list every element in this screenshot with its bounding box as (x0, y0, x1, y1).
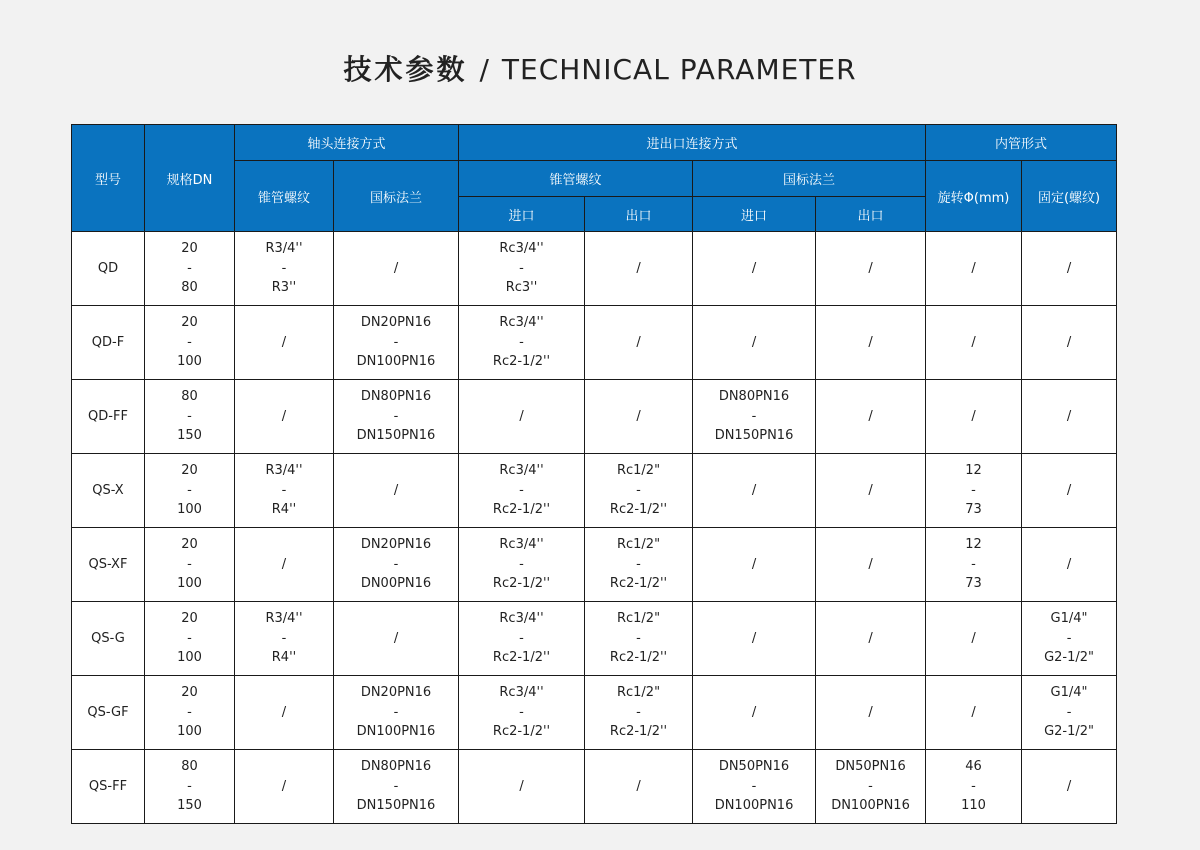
model-cell: QS-GF (72, 676, 145, 750)
cell-line: / (868, 408, 873, 424)
cell-line: R3/4'' (265, 463, 303, 479)
cell-line: DN150PN16 (356, 798, 436, 814)
cell-line: / (1066, 556, 1072, 572)
shaft-thread-cell (235, 750, 334, 824)
cell-line: / (1066, 408, 1072, 424)
flange-out-cell (816, 602, 926, 676)
cell-line: Rc3/4'' (499, 537, 544, 553)
header-inout-flange: 国标法兰 (693, 161, 926, 197)
flange-in-cell (693, 380, 816, 454)
cell-line: 80 (181, 389, 198, 405)
cell-line: 20 (181, 463, 198, 479)
cell-line: - (519, 482, 524, 498)
cell-line: - (393, 778, 399, 794)
cell-line: - (519, 260, 524, 276)
header-shaft-connection: 轴头连接方式 (235, 125, 459, 161)
cell-line: / (281, 704, 287, 720)
model-cell: QS-X (72, 454, 145, 528)
cell-line: - (971, 556, 976, 572)
cell-line: DN100PN16 (356, 724, 436, 740)
cell-line: - (393, 704, 399, 720)
flange-in-cell (693, 306, 816, 380)
cell-line: Rc3/4'' (499, 463, 544, 479)
spec-cell (145, 380, 235, 454)
header-shaft-flange: 国标法兰 (334, 161, 459, 232)
cell-line: / (868, 630, 873, 646)
model-cell: QS-FF (72, 750, 145, 824)
thread-out-cell (585, 602, 693, 676)
cell-line: DN100PN16 (714, 798, 794, 814)
cell-line: / (636, 334, 641, 350)
cell-line: / (281, 778, 287, 794)
table-row (72, 750, 1117, 824)
cell-line: DN50PN16 (835, 759, 906, 775)
rotate-cell (926, 750, 1022, 824)
rotate-cell (926, 528, 1022, 602)
cell-line: - (187, 482, 192, 498)
spec-cell (145, 676, 235, 750)
table-row (72, 602, 1117, 676)
cell-line: R4'' (271, 502, 297, 518)
thread-in-cell (459, 602, 585, 676)
shaft-thread-cell (235, 380, 334, 454)
shaft-flange-cell (334, 602, 459, 676)
thread-in-cell (459, 306, 585, 380)
shaft-flange-cell (334, 528, 459, 602)
cell-line: - (187, 334, 192, 350)
cell-line: DN80PN16 (718, 389, 790, 405)
table-row (72, 232, 1117, 306)
cell-line: / (971, 334, 976, 350)
header-thread-out: 出口 (585, 197, 693, 232)
thread-out-cell (585, 232, 693, 306)
thread-out-cell (585, 750, 693, 824)
thread-in-cell (459, 454, 585, 528)
header-inner-pipe: 内管形式 (926, 125, 1117, 161)
fixed-cell (1022, 528, 1117, 602)
cell-line: Rc1/2" (616, 611, 661, 627)
cell-line: / (636, 260, 641, 276)
cell-line: / (519, 778, 524, 794)
cell-line: - (281, 482, 287, 498)
spec-cell (145, 602, 235, 676)
cell-line: Rc1/2" (616, 463, 661, 479)
cell-line: - (393, 556, 399, 572)
cell-line: / (751, 260, 757, 276)
rotate-cell (926, 602, 1022, 676)
header-pipe-rotate: 旋转Φ(mm) (926, 161, 1022, 232)
cell-line: DN20PN16 (360, 685, 432, 701)
shaft-flange-cell (334, 454, 459, 528)
cell-line: Rc2-1/2'' (609, 576, 668, 592)
fixed-cell (1022, 306, 1117, 380)
cell-line: / (971, 630, 976, 646)
cell-line: 20 (181, 685, 198, 701)
cell-line: - (751, 778, 757, 794)
flange-out-cell (816, 528, 926, 602)
thread-in-cell (459, 380, 585, 454)
cell-line: - (971, 778, 976, 794)
thread-out-cell (585, 676, 693, 750)
cell-line: 73 (965, 502, 982, 518)
cell-line: 100 (177, 576, 202, 592)
cell-line: / (1066, 334, 1072, 350)
cell-line: Rc3/4'' (499, 611, 544, 627)
flange-out-cell (816, 676, 926, 750)
cell-line: - (868, 778, 873, 794)
cell-line: DN20PN16 (360, 537, 432, 553)
fixed-cell (1022, 232, 1117, 306)
cell-line: - (1066, 704, 1072, 720)
cell-line: / (868, 556, 873, 572)
header-thread-in: 进口 (459, 197, 585, 232)
cell-line: Rc2-1/2'' (492, 724, 551, 740)
header-flange-in: 进口 (693, 197, 816, 232)
flange-out-cell (816, 750, 926, 824)
cell-line: Rc1/2" (616, 685, 661, 701)
cell-line: DN00PN16 (360, 576, 432, 592)
cell-line: DN80PN16 (360, 389, 432, 405)
cell-line: 12 (965, 537, 982, 553)
flange-out-cell (816, 232, 926, 306)
spec-cell (145, 232, 235, 306)
cell-line: - (636, 630, 641, 646)
cell-line: Rc1/2" (616, 537, 661, 553)
fixed-cell (1022, 380, 1117, 454)
shaft-flange-cell (334, 676, 459, 750)
cell-line: 80 (181, 759, 198, 775)
table-row (72, 454, 1117, 528)
shaft-flange-cell (334, 750, 459, 824)
cell-line: - (187, 556, 192, 572)
cell-line: Rc3/4'' (499, 685, 544, 701)
flange-out-cell (816, 380, 926, 454)
cell-line: - (519, 704, 524, 720)
header-inout-connection: 进出口连接方式 (459, 125, 926, 161)
model-cell: QS-XF (72, 528, 145, 602)
cell-line: - (971, 482, 976, 498)
rotate-cell (926, 232, 1022, 306)
table-row (72, 380, 1117, 454)
title-separator: / (479, 53, 490, 86)
cell-line: 100 (177, 502, 202, 518)
cell-line: / (751, 556, 757, 572)
cell-line: / (971, 260, 976, 276)
cell-line: 100 (177, 650, 202, 666)
shaft-thread-cell (235, 676, 334, 750)
cell-line: - (393, 408, 399, 424)
spec-cell (145, 306, 235, 380)
rotate-cell (926, 306, 1022, 380)
cell-line: R4'' (271, 650, 297, 666)
cell-line: G1/4" (1050, 685, 1088, 701)
cell-line: DN100PN16 (356, 354, 436, 370)
cell-line: - (187, 260, 192, 276)
cell-line: / (393, 482, 399, 498)
cell-line: / (393, 260, 399, 276)
model-cell: QS-G (72, 602, 145, 676)
cell-line: G2-1/2" (1044, 650, 1094, 666)
cell-line: - (187, 704, 192, 720)
cell-line: DN80PN16 (360, 759, 432, 775)
cell-line: - (751, 408, 757, 424)
spec-cell (145, 454, 235, 528)
cell-line: Rc2-1/2'' (492, 354, 551, 370)
title-en: TECHNICAL PARAMETER (501, 53, 857, 86)
header-flange-out: 出口 (816, 197, 926, 232)
cell-line: Rc2-1/2'' (492, 650, 551, 666)
cell-line: / (751, 482, 757, 498)
flange-in-cell (693, 750, 816, 824)
thread-out-cell (585, 528, 693, 602)
cell-line: 100 (177, 354, 202, 370)
shaft-thread-cell (235, 528, 334, 602)
cell-line: / (868, 260, 873, 276)
header-shaft-thread: 锥管螺纹 (235, 161, 334, 232)
thread-in-cell (459, 528, 585, 602)
cell-line: 20 (181, 537, 198, 553)
title-cn: 技术参数 (343, 53, 468, 86)
model-cell: QD-F (72, 306, 145, 380)
spec-cell (145, 750, 235, 824)
thread-out-cell (585, 306, 693, 380)
spec-cell (145, 528, 235, 602)
cell-line: G1/4" (1050, 611, 1088, 627)
fixed-cell (1022, 676, 1117, 750)
cell-line: - (636, 556, 641, 572)
cell-line: - (187, 408, 192, 424)
cell-line: / (971, 408, 976, 424)
cell-line: - (281, 630, 287, 646)
cell-line: Rc2-1/2'' (492, 576, 551, 592)
cell-line: - (187, 778, 192, 794)
cell-line: Rc2-1/2'' (609, 724, 668, 740)
cell-line: 20 (181, 241, 198, 257)
cell-line: / (1066, 482, 1072, 498)
page-title (0, 48, 1200, 92)
thread-in-cell (459, 232, 585, 306)
rotate-cell (926, 454, 1022, 528)
cell-line: - (187, 630, 192, 646)
thread-out-cell (585, 380, 693, 454)
cell-line: / (971, 704, 976, 720)
cell-line: 80 (181, 280, 198, 296)
cell-line: 73 (965, 576, 982, 592)
cell-line: 46 (965, 759, 982, 775)
cell-line: / (519, 408, 524, 424)
cell-line: G2-1/2" (1044, 724, 1094, 740)
model-cell: QD-FF (72, 380, 145, 454)
cell-line: / (751, 704, 757, 720)
cell-line: / (1066, 778, 1072, 794)
fixed-cell (1022, 454, 1117, 528)
cell-line: - (1066, 630, 1072, 646)
header-model: 型号 (72, 125, 145, 232)
flange-in-cell (693, 602, 816, 676)
cell-line: Rc3/4'' (499, 241, 544, 257)
cell-line: 12 (965, 463, 982, 479)
cell-line: Rc2-1/2'' (492, 502, 551, 518)
header-pipe-fixed: 固定(螺纹) (1022, 161, 1117, 232)
flange-in-cell (693, 676, 816, 750)
cell-line: Rc3'' (505, 280, 538, 296)
table-body (72, 232, 1117, 824)
header-inout-thread: 锥管螺纹 (459, 161, 693, 197)
cell-line: - (519, 556, 524, 572)
cell-line: DN150PN16 (714, 428, 794, 444)
cell-line: - (393, 334, 399, 350)
cell-line: / (868, 334, 873, 350)
cell-line: 150 (177, 428, 202, 444)
shaft-thread-cell (235, 602, 334, 676)
shaft-flange-cell (334, 306, 459, 380)
cell-line: R3'' (271, 280, 297, 296)
cell-line: 20 (181, 611, 198, 627)
rotate-cell (926, 676, 1022, 750)
model-cell: QD (72, 232, 145, 306)
shaft-thread-cell (235, 306, 334, 380)
cell-line: Rc2-1/2'' (609, 502, 668, 518)
cell-line: Rc3/4'' (499, 315, 544, 331)
cell-line: R3/4'' (265, 611, 303, 627)
rotate-cell (926, 380, 1022, 454)
cell-line: - (281, 260, 287, 276)
cell-line: - (519, 334, 524, 350)
cell-line: DN100PN16 (831, 798, 910, 814)
cell-line: / (868, 704, 873, 720)
cell-line: Rc2-1/2'' (609, 650, 668, 666)
thread-out-cell (585, 454, 693, 528)
shaft-flange-cell (334, 380, 459, 454)
thread-in-cell (459, 750, 585, 824)
table-row (72, 676, 1117, 750)
table-row (72, 528, 1117, 602)
header-spec: 规格DN (145, 125, 235, 232)
cell-line: / (751, 334, 757, 350)
flange-in-cell (693, 232, 816, 306)
flange-in-cell (693, 454, 816, 528)
cell-line: R3/4'' (265, 241, 303, 257)
technical-parameter-table (71, 124, 1117, 824)
cell-line: DN50PN16 (718, 759, 790, 775)
cell-line: / (281, 556, 287, 572)
cell-line: - (519, 630, 524, 646)
shaft-flange-cell (334, 232, 459, 306)
cell-line: / (636, 408, 641, 424)
cell-line: / (1066, 260, 1072, 276)
cell-line: 20 (181, 315, 198, 331)
cell-line: / (393, 630, 399, 646)
fixed-cell (1022, 602, 1117, 676)
cell-line: DN20PN16 (360, 315, 432, 331)
cell-line: - (636, 704, 641, 720)
cell-line: / (281, 408, 287, 424)
cell-line: / (751, 630, 757, 646)
cell-line: / (868, 482, 873, 498)
flange-out-cell (816, 306, 926, 380)
cell-line: DN150PN16 (356, 428, 436, 444)
flange-out-cell (816, 454, 926, 528)
flange-in-cell (693, 528, 816, 602)
thread-in-cell (459, 676, 585, 750)
table-row (72, 306, 1117, 380)
shaft-thread-cell (235, 232, 334, 306)
cell-line: 110 (961, 798, 986, 814)
cell-line: / (281, 334, 287, 350)
cell-line: 150 (177, 798, 202, 814)
fixed-cell (1022, 750, 1117, 824)
cell-line: / (636, 778, 641, 794)
shaft-thread-cell (235, 454, 334, 528)
cell-line: 100 (177, 724, 202, 740)
cell-line: - (636, 482, 641, 498)
